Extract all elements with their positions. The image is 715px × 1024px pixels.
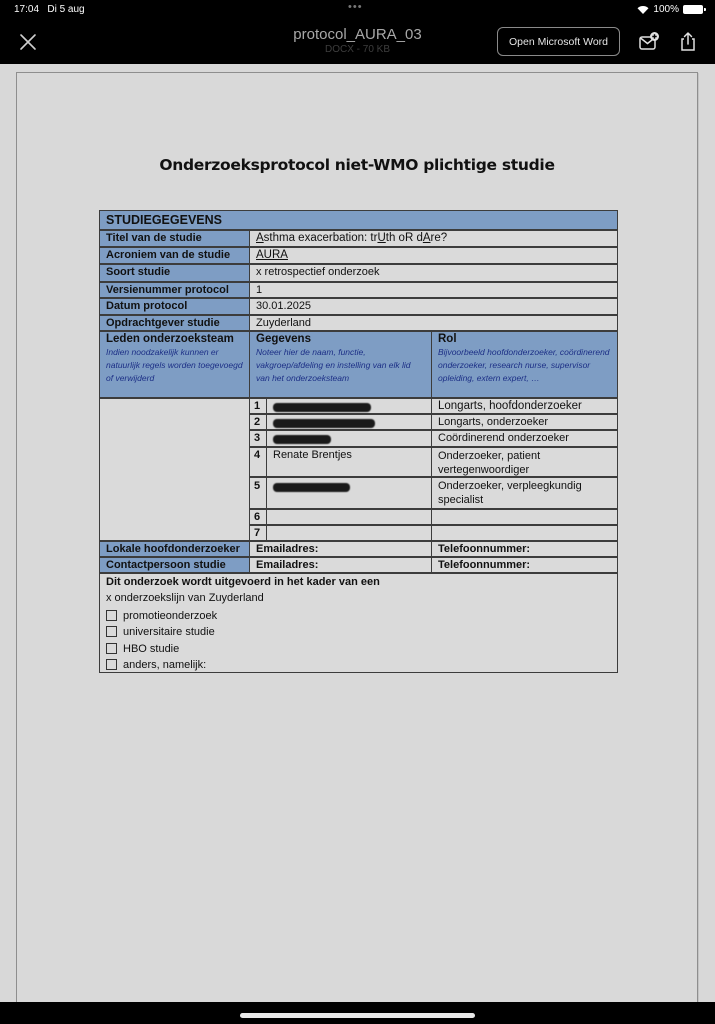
field-value-title: Asthma exacerbation: trUth oR dAre? xyxy=(249,230,618,247)
context-title: Dit onderzoek wordt uitgevoerd in het kader van een xyxy=(106,576,380,588)
document-viewer[interactable] xyxy=(0,64,715,1002)
field-label: Opdrachtgever studie xyxy=(99,315,250,331)
context-selected-option: x onderzoekslijn van Zuyderland xyxy=(106,592,264,604)
contact-phone-label: Telefoonnummer: xyxy=(431,557,618,573)
member-role: Onderzoeker, patient vertegenwoordiger xyxy=(431,447,618,477)
section-title: STUDIEGEGEVENS xyxy=(99,210,618,230)
member-name-redacted xyxy=(266,430,432,447)
member-role: Longarts, onderzoeker xyxy=(431,414,618,430)
research-context-cell xyxy=(99,573,618,673)
contact-row xyxy=(99,557,618,573)
member-name xyxy=(266,509,432,525)
battery-icon xyxy=(683,5,703,14)
field-label: Soort studie xyxy=(99,264,250,282)
document-page xyxy=(16,72,698,1002)
member-number: 6 xyxy=(249,509,267,525)
field-label: Acroniem van de studie xyxy=(99,247,250,264)
field-label: Titel van de studie xyxy=(99,230,250,247)
wifi-icon xyxy=(637,5,649,14)
member-role: Longarts, hoofdonderzoeker xyxy=(431,398,618,414)
table-row xyxy=(99,247,618,264)
field-value-version: 1 xyxy=(249,282,618,298)
member-row xyxy=(99,447,618,477)
member-role: Onderzoeker, verpleegkundig specialist xyxy=(431,477,618,509)
context-option[interactable]: HBO studie xyxy=(106,641,611,657)
member-row xyxy=(99,414,618,430)
status-time: 17:04 Di 5 aug xyxy=(14,4,85,15)
contact-label: Lokale hoofdonderzoeker xyxy=(99,541,250,557)
member-name xyxy=(266,525,432,541)
member-number: 5 xyxy=(249,477,267,509)
checkbox[interactable] xyxy=(106,659,117,670)
member-row xyxy=(99,430,618,447)
battery-percent: 100% xyxy=(653,4,679,15)
context-option[interactable]: anders, namelijk: xyxy=(106,657,611,673)
field-value-date: 30.01.2025 xyxy=(249,298,618,315)
contact-label: Contactpersoon studie xyxy=(99,557,250,573)
status-bar xyxy=(0,0,715,20)
research-context-block xyxy=(99,573,618,673)
open-microsoft-word-button[interactable]: Open Microsoft Word xyxy=(497,27,620,56)
table-row xyxy=(99,264,618,282)
member-name: Renate Brentjes xyxy=(266,447,432,477)
table-row xyxy=(99,315,618,331)
team-header-col-role: Rol Bijvoorbeeld hoofdonderzoeker, coördinerend onderzoeker, research nurse, supervisor opleiding, extern expert, … xyxy=(431,331,618,398)
member-role xyxy=(431,509,618,525)
member-role xyxy=(431,525,618,541)
document-heading: Onderzoeksprotocol niet-WMO plichtige studie xyxy=(159,156,555,174)
member-name-redacted xyxy=(266,398,432,414)
contact-row xyxy=(99,541,618,557)
member-row xyxy=(99,398,618,414)
contact-phone-label: Telefoonnummer: xyxy=(431,541,618,557)
status-indicators xyxy=(637,4,703,15)
checkbox[interactable] xyxy=(106,643,117,654)
member-name-redacted xyxy=(266,477,432,509)
member-row xyxy=(99,477,618,509)
member-number: 3 xyxy=(249,430,267,447)
context-option[interactable]: universitaire studie xyxy=(106,624,611,640)
table-section-header xyxy=(99,210,618,230)
table-row xyxy=(99,282,618,298)
viewer-toolbar xyxy=(0,20,715,64)
share-button[interactable] xyxy=(676,30,700,54)
member-number: 2 xyxy=(249,414,267,430)
contact-email-label: Emailadres: xyxy=(249,541,432,557)
table-row xyxy=(99,230,618,247)
table-row xyxy=(99,298,618,315)
team-header-col-members: Leden onderzoeksteam Indien noodzakelijk kunnen er natuurlijk regels worden toegevoegd of verwijderd xyxy=(99,331,250,398)
checkbox[interactable] xyxy=(106,610,117,621)
member-row xyxy=(99,525,618,541)
field-value-sponsor: Zuyderland xyxy=(249,315,618,331)
member-role: Coördinerend onderzoeker xyxy=(431,430,618,447)
field-value-acronym: AURA xyxy=(249,247,618,264)
field-label: Versienummer protocol xyxy=(99,282,250,298)
member-row xyxy=(99,509,618,525)
context-option[interactable]: promotieonderzoek xyxy=(106,608,611,624)
team-header-row xyxy=(99,331,618,398)
document-file-info: DOCX - 70 KB xyxy=(324,44,391,55)
member-name-redacted xyxy=(266,414,432,430)
checkbox[interactable] xyxy=(106,626,117,637)
field-label: Datum protocol xyxy=(99,298,250,315)
member-number: 7 xyxy=(249,525,267,541)
multitasking-dots[interactable]: ••• xyxy=(348,1,363,13)
field-value-study-type: x retrospectief onderzoek xyxy=(249,264,618,282)
mail-add-button[interactable] xyxy=(637,30,661,54)
member-number: 1 xyxy=(249,398,267,414)
member-number: 4 xyxy=(249,447,267,477)
mail-add-icon xyxy=(637,30,661,54)
team-header-col-details: Gegevens Noteer hier de naam, functie, vakgroep/afdeling en instelling van elk lid van het onderzoeksteam xyxy=(249,331,432,398)
document-title: protocol_AURA_03 xyxy=(293,26,422,43)
contact-email-label: Emailadres: xyxy=(249,557,432,573)
share-icon xyxy=(676,30,700,54)
home-indicator[interactable] xyxy=(240,1013,475,1018)
